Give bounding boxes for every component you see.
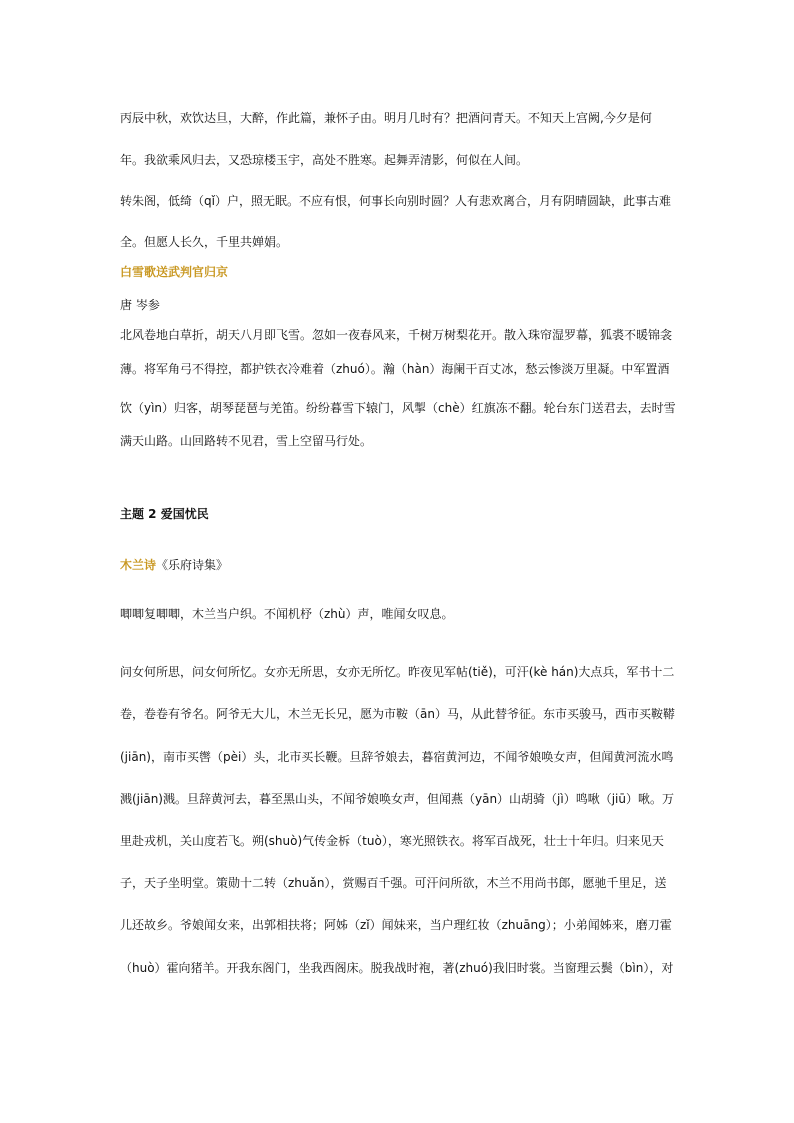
text-line: 卷，卷卷有爷名。阿爷无大儿，木兰无长兄，愿为市鞍（ān）马，从此替爷征。东市买骏马，西市买鞍鞯 [120, 707, 675, 721]
text-line: 饮（yìn）归客，胡琴琵琶与羌笛。纷纷暮雪下辕门，风掣（chè）红旗冻不翻。轮台东门送君去，去时雪 [120, 401, 676, 415]
text-line: 儿还故乡。爷娘闻女来，出郭相扶将；阿姊（zǐ）闻妹来，当户理红妆（zhuāng）；小弟闻姊来，磨刀霍 [120, 918, 672, 932]
poem-title-line [120, 557, 680, 573]
poem-author: 唐 岑参 [120, 298, 160, 312]
text-line: 满天山路。山回路转不见君，雪上空留马行处。 [120, 434, 373, 448]
text-line: 唧唧复唧唧，木兰当户织。不闻机杼（zhù）声，唯闻女叹息。 [120, 607, 454, 621]
text-line: 里赴戎机，关山度若飞。朔(shuò)气传金柝（tuò），寒光照铁衣。将军百战死，壮士十年归。归来见天 [120, 834, 664, 848]
text-line: 问女何所思，问女何所忆。女亦无所思，女亦无所忆。昨夜见军帖(tiě)，可汗(kè hán)大点兵，军书十二 [120, 665, 675, 679]
text-line: 全。但愿人长久，千里共婵娟。 [120, 235, 289, 249]
text-line: 子，天子坐明堂。策勋十二转（zhuǎn），赏赐百千强。可汗问所欲，木兰不用尚书郎，愿驰千里足，送 [120, 876, 667, 890]
text-line: (jiān)，南市买辔（pèi）头，北市买长鞭。旦辞爷娘去，暮宿黄河边，不闻爷娘唤女声，但闻黄河流水鸣 [120, 750, 674, 764]
poem-source: 《乐府诗集》 [156, 558, 229, 572]
poem-title: 白雪歌送武判官归京 [120, 265, 229, 279]
text-line: 转朱阁，低绮（qǐ）户，照无眠。不应有恨，何事长向别时圆？人有悲欢离合，月有阴晴圆缺，此事古难 [120, 194, 671, 208]
text-line: 丙辰中秋，欢饮达旦，大醉，作此篇，兼怀子由。明月几时有？把酒问青天。不知天上宫阙,今夕是何 [120, 111, 652, 125]
text-line: （huò）霍向猪羊。开我东阁门，坐我西阁床。脱我战时袍，著(zhuó)我旧时裳。当窗理云鬓（bìn），对 [120, 961, 674, 975]
section-heading: 主题 2 爱国忧民 [120, 507, 209, 521]
text-line: 溅(jiān)溅。旦辞黄河去，暮至黑山头，不闻爷娘唤女声，但闻燕（yān）山胡骑（jì）鸣啾（jiū）啾。万 [120, 792, 674, 806]
text-line: 薄。将军角弓不得控，都护铁衣冷难着（zhuó）。瀚（hàn）海阑干百丈冰，愁云惨淡万里凝。中军置酒 [120, 362, 670, 376]
text-line: 北风卷地白草折，胡天八月即飞雪。忽如一夜春风来，千树万树梨花开。散入珠帘湿罗幕，狐裘不暖锦衾 [120, 328, 673, 342]
text-line: 年。我欲乘风归去，又恐琼楼玉宇，高处不胜寒。起舞弄清影，何似在人间。 [120, 153, 529, 167]
poem-title: 木兰诗 [120, 558, 157, 572]
